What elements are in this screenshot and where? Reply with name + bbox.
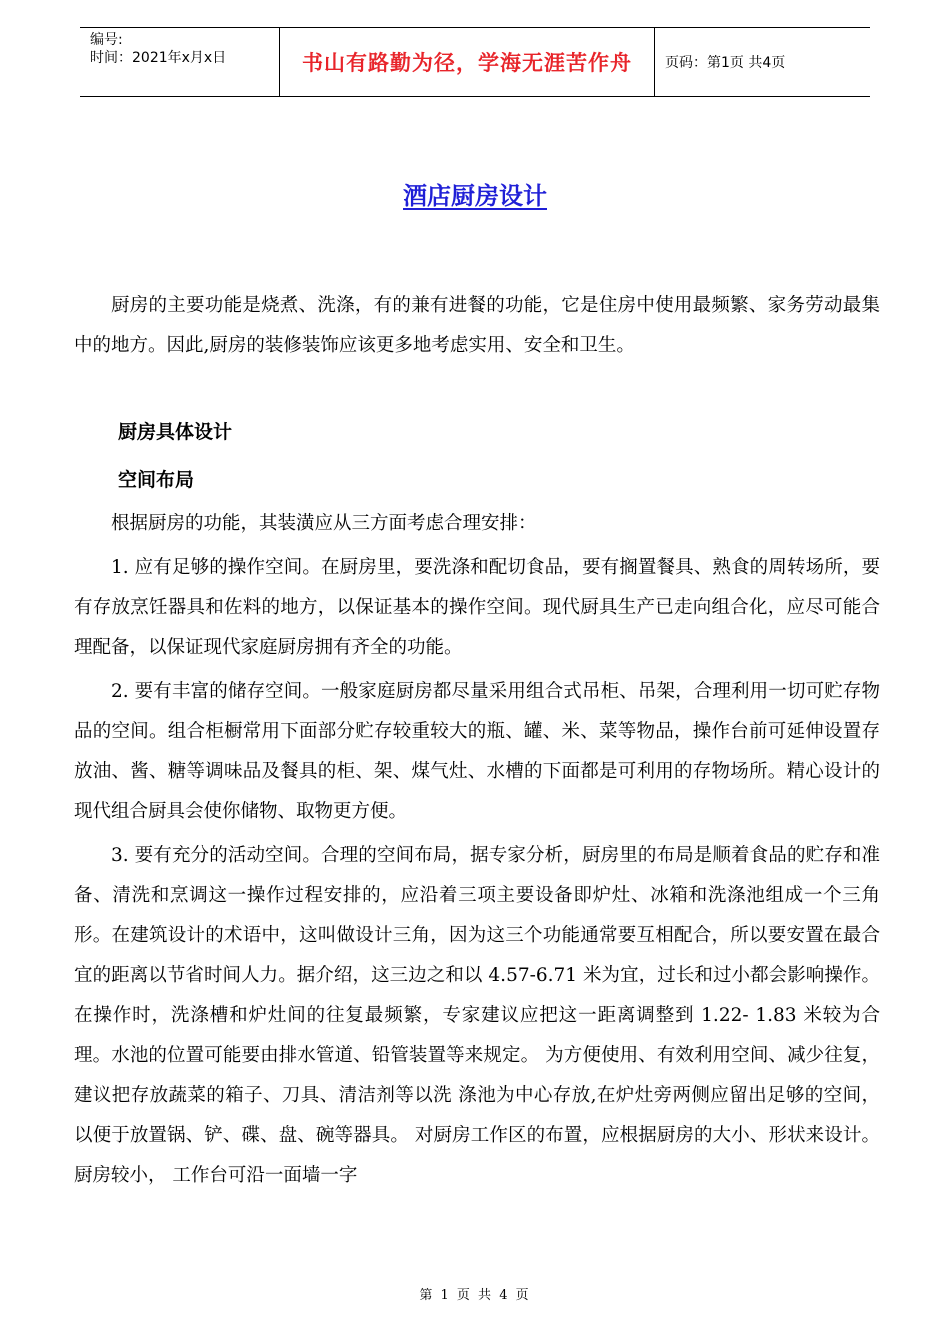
paragraph-3: 3. 要有充分的活动空间。合理的空间布局，据专家分析，厨房里的布局是顺着食品的贮存和准备、清洗和烹调这一操作过程安排的，应沿着三项主要设备即炉灶、冰箱和洗涤池组成一个三角形。在建筑设计的术语中，这叫做设计三角，因为这三个功能通常要互相配合，所以要安置在最合宜的距离以节省时间人力。据介绍，这三边之和以 4.57-6.71 米为宜，过长和过小都会影响操作。在操作时，洗涤槽和炉灶间的往复最频繁，专家建议应把这一距离调整到 1.22- 1.83 米较为合理。水池的位置可能要由排水管道、铅管装置等来规定。 为方便使用、有效利用空间、减少往复，建议把存放蔬菜的箱子、刀具、清洁剂等以洗 涤池为中心存放,在炉灶旁两侧应留出足够的空间，以便于放置锅、铲、碟、盘、碗等器具。 对厨房工作区的布置，应根据厨房的大小、形状来设计。厨房较小， 工作台可沿一面墙一字: [74, 845, 880, 1186]
header-table: [80, 27, 870, 97]
page-footer: 第 1 页 共 4 页: [419, 1288, 531, 1303]
subsection-heading: 空间布局: [118, 469, 195, 491]
number-label: 编号:: [90, 32, 123, 48]
header-motto: 书山有路勤为径，学海无涯苦作舟: [280, 28, 655, 96]
intro-block: [74, 286, 880, 366]
paragraph-1: 1. 应有足够的操作空间。在厨房里，要洗涤和配切食品，要有搁置餐具、熟食的周转场所，要有存放烹饪器具和佐料的地方，以保证基本的操作空间。现代厨具生产已走向组合化，应尽可能合理配备，以保证现代家庭厨房拥有齐全的功能。: [74, 557, 880, 658]
time-label: 时间：2021年x月x日: [90, 50, 227, 66]
header-meta: [80, 28, 280, 96]
intro-paragraph: 厨房的主要功能是烧煮、洗涤，有的兼有进餐的功能，它是住房中使用最频繁、家务劳动最集中的地方。因此,厨房的装修装饰应该更多地考虑实用、安全和卫生。: [74, 295, 880, 356]
paragraph-0: 根据厨房的功能，其装潢应从三方面考虑合理安排：: [111, 513, 537, 534]
header-page-label: 页码：第1页 共4页: [665, 55, 786, 71]
page-title-link[interactable]: 酒店厨房设计: [403, 181, 547, 210]
paragraph-2: 2. 要有丰富的储存空间。一般家庭厨房都尽量采用组合式吊柜、吊架，合理利用一切可贮存物品的空间。组合柜橱常用下面部分贮存较重较大的瓶、罐、米、菜等物品，操作台前可延伸设置存放油、酱、糖等调味品及餐具的柜、架、煤气灶、水槽的下面都是可利用的存物场所。精心设计的现代组合厨具会使你储物、取物更方便。: [74, 681, 880, 822]
content-block: [74, 412, 880, 1196]
section-heading: 厨房具体设计: [118, 421, 233, 443]
page-title[interactable]: [0, 176, 950, 211]
